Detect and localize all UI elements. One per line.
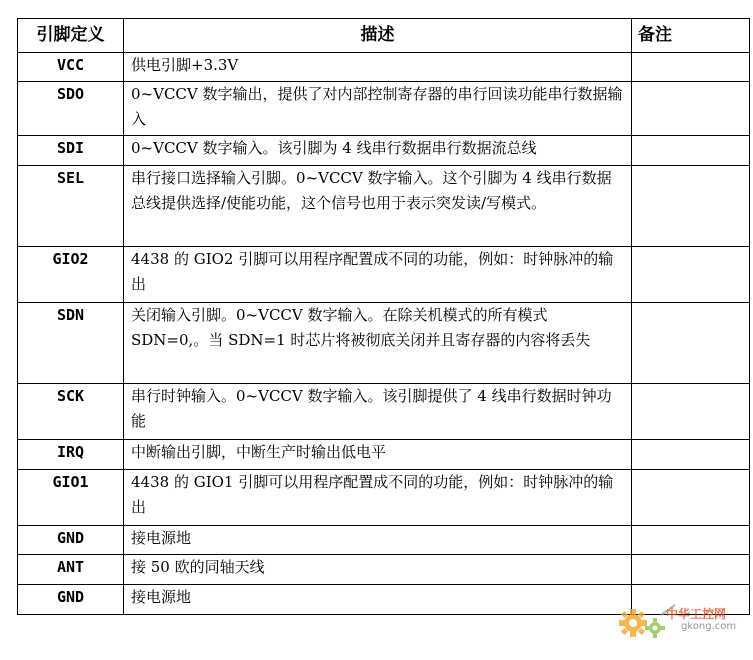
note-cell [632, 303, 750, 384]
pin-name-cell: SEL [18, 166, 124, 247]
description-cell: 4438 的 GIO2 引脚可以用程序配置成不同的功能，例如：时钟脉冲的输出 [124, 247, 632, 303]
pin-name-cell: GIO1 [18, 470, 124, 526]
pin-name-cell: IRQ [18, 440, 124, 470]
pin-name-cell: SDO [18, 82, 124, 136]
pin-name-cell: VCC [18, 53, 124, 82]
pin-name-cell: GIO2 [18, 247, 124, 303]
note-cell [632, 440, 750, 470]
header-description: 描述 [124, 19, 632, 53]
header-note: 备注 [632, 19, 750, 53]
description-cell: 串行时钟输入。0~VCCV 数字输入。该引脚提供了 4 线串行数据时钟功能 [124, 384, 632, 440]
pin-name-cell: SDN [18, 303, 124, 384]
pin-name-cell: GND [18, 585, 124, 615]
note-cell [632, 53, 750, 82]
description-cell: 接电源地 [124, 585, 632, 615]
watermark-site-name: 中华工控网 [666, 607, 727, 621]
note-cell [632, 166, 750, 247]
table-header-row [18, 19, 750, 53]
table-row [18, 526, 750, 555]
table-row [18, 247, 750, 303]
table-row [18, 470, 750, 526]
description-cell: 串行接口选择输入引脚。0~VCCV 数字输入。这个引脚为 4 线串行数据总线提供选择/使能功能，这个信号也用于表示突发读/写模式。 [124, 166, 632, 247]
table-row [18, 555, 750, 585]
table-row [18, 440, 750, 470]
note-cell [632, 136, 750, 166]
note-cell [632, 82, 750, 136]
table-row [18, 53, 750, 82]
note-cell [632, 247, 750, 303]
note-cell [632, 470, 750, 526]
note-cell [632, 384, 750, 440]
table-row [18, 303, 750, 384]
description-cell: 4438 的 GIO1 引脚可以用程序配置成不同的功能，例如：时钟脉冲的输出 [124, 470, 632, 526]
watermark-url: gkong.com [681, 621, 737, 632]
description-cell: 接 50 欧的同轴天线 [124, 555, 632, 585]
watermark-logo [615, 603, 750, 643]
table-row [18, 82, 750, 136]
header-pin-definition: 引脚定义 [18, 19, 124, 53]
description-cell: 关闭输入引脚。0~VCCV 数字输入。在除关机模式的所有模式 SDN=0,。当 SDN=1 时芯片将被彻底关闭并且寄存器的内容将丢失 [124, 303, 632, 384]
table-row [18, 384, 750, 440]
note-cell [632, 555, 750, 585]
table-row [18, 136, 750, 166]
pin-name-cell: ANT [18, 555, 124, 585]
table-row [18, 166, 750, 247]
pin-name-cell: SCK [18, 384, 124, 440]
description-cell: 中断输出引脚，中断生产时输出低电平 [124, 440, 632, 470]
description-cell: 0~VCCV 数字输出，提供了对内部控制寄存器的串行回读功能串行数据输入 [124, 82, 632, 136]
pin-definition-table [17, 18, 750, 615]
description-cell: 供电引脚+3.3V [124, 53, 632, 82]
note-cell [632, 526, 750, 555]
description-cell: 0~VCCV 数字输入。该引脚为 4 线串行数据串行数据流总线 [124, 136, 632, 166]
pin-name-cell: SDI [18, 136, 124, 166]
pin-name-cell: GND [18, 526, 124, 555]
description-cell: 接电源地 [124, 526, 632, 555]
